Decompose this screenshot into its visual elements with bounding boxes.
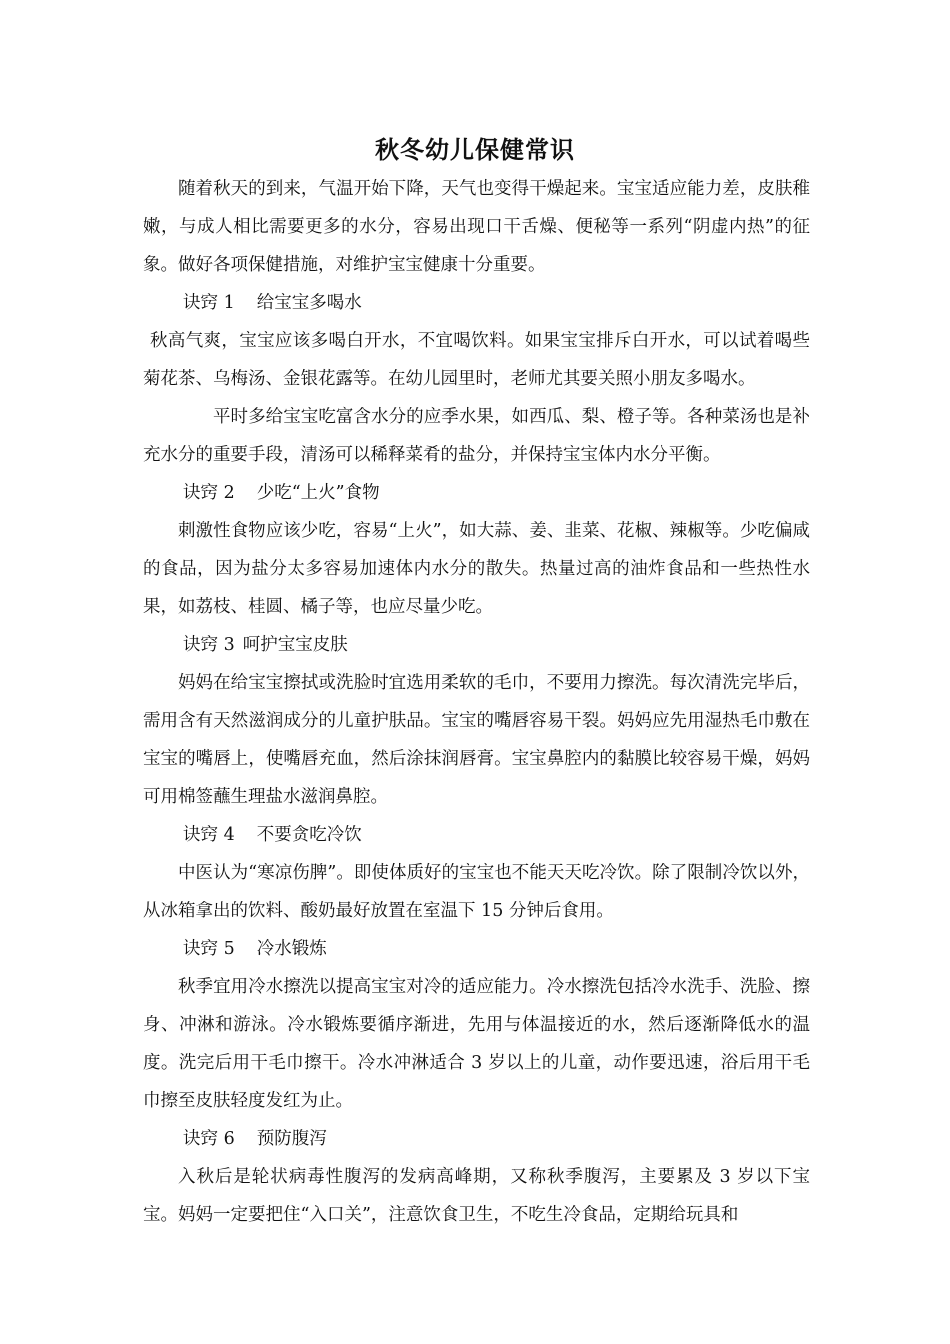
section-title: 冷水锻炼 — [256, 939, 327, 959]
section-4-paragraph-1: 中医认为“寒凉伤脾”。即使体质好的宝宝也不能天天吃冷饮。除了限制冷饮以外，从冰箱拿出的饮料、酸奶最好放置在室温下 15 分钟后食用。 — [143, 863, 810, 921]
section-title: 呵护宝宝皮肤 — [242, 635, 348, 655]
section-label: 诀窍 2 — [183, 483, 235, 503]
document-title: 秋冬幼儿保健常识 — [375, 135, 575, 164]
intro-paragraph: 随着秋天的到来，气温开始下降，天气也变得干燥起来。宝宝适应能力差，皮肤稚嫩，与成人相比需要更多的水分，容易出现口干舌燥、便秘等一系列“阴虚内热”的征象。做好各项保健措施，对维护宝宝健康十分重要。 — [143, 179, 810, 275]
section-3-paragraph-1: 妈妈在给宝宝擦拭或洗脸时宜选用柔软的毛巾，不要用力擦洗。每次清洗完毕后，需用含有天然滋润成分的儿童护肤品。宝宝的嘴唇容易干裂。妈妈应先用湿热毛巾敷在宝宝的嘴唇上，使嘴唇充血，然后涂抹润唇膏。宝宝鼻腔内的黏膜比较容易干燥，妈妈可用棉签蘸生理盐水滋润鼻腔。 — [143, 673, 810, 807]
section-1-paragraph-2: 平时多给宝宝吃富含水分的应季水果，如西瓜、梨、橙子等。各种菜汤也是补充水分的重要手段，清汤可以稀释菜肴的盐分，并保持宝宝体内水分平衡。 — [143, 407, 810, 465]
section-heading-6 — [143, 1120, 810, 1158]
section-label: 诀窍 5 — [183, 939, 235, 959]
section-title: 预防腹泻 — [256, 1129, 327, 1149]
section-title: 给宝宝多喝水 — [256, 293, 362, 313]
section-2-paragraph-1: 刺激性食物应该少吃，容易“上火”，如大蒜、姜、韭菜、花椒、辣椒等。少吃偏咸的食品，因为盐分太多容易加速体内水分的散失。热量过高的油炸食品和一些热性水果，如荔枝、桂圆、橘子等，也应尽量少吃。 — [143, 521, 810, 617]
section-heading-1 — [143, 284, 810, 322]
section-heading-2 — [143, 474, 810, 512]
section-label: 诀窍 1 — [183, 293, 235, 313]
section-heading-5 — [143, 930, 810, 968]
section-1-paragraph-1: 秋高气爽，宝宝应该多喝白开水，不宜喝饮料。如果宝宝排斥白开水，可以试着喝些菊花茶、乌梅汤、金银花露等。在幼儿园里时，老师尤其要关照小朋友多喝水。 — [143, 331, 810, 389]
section-6-paragraph-1: 入秋后是轮状病毒性腹泻的发病高峰期，又称秋季腹泻，主要累及 3 岁以下宝宝。妈妈一定要把住“入口关”，注意饮食卫生，不吃生冷食品，定期给玩具和 — [143, 1167, 810, 1225]
section-label: 诀窍 6 — [183, 1129, 235, 1149]
section-label: 诀窍 3 — [183, 635, 235, 655]
section-5-paragraph-1: 秋季宜用冷水擦洗以提高宝宝对冷的适应能力。冷水擦洗包括冷水洗手、洗脸、擦身、冲淋和游泳。冷水锻炼要循序渐进，先用与体温接近的水，然后逐渐降低水的温度。洗完后用干毛巾擦干。冷水冲淋适合 3 岁以上的儿童，动作要迅速，浴后用干毛巾擦至皮肤轻度发红为止。 — [143, 977, 810, 1111]
section-title: 少吃“上火”食物 — [256, 483, 380, 503]
document-body — [143, 170, 810, 1234]
section-heading-3 — [143, 626, 810, 664]
section-heading-4 — [143, 816, 810, 854]
section-title: 不要贪吃冷饮 — [256, 825, 362, 845]
section-label: 诀窍 4 — [183, 825, 235, 845]
